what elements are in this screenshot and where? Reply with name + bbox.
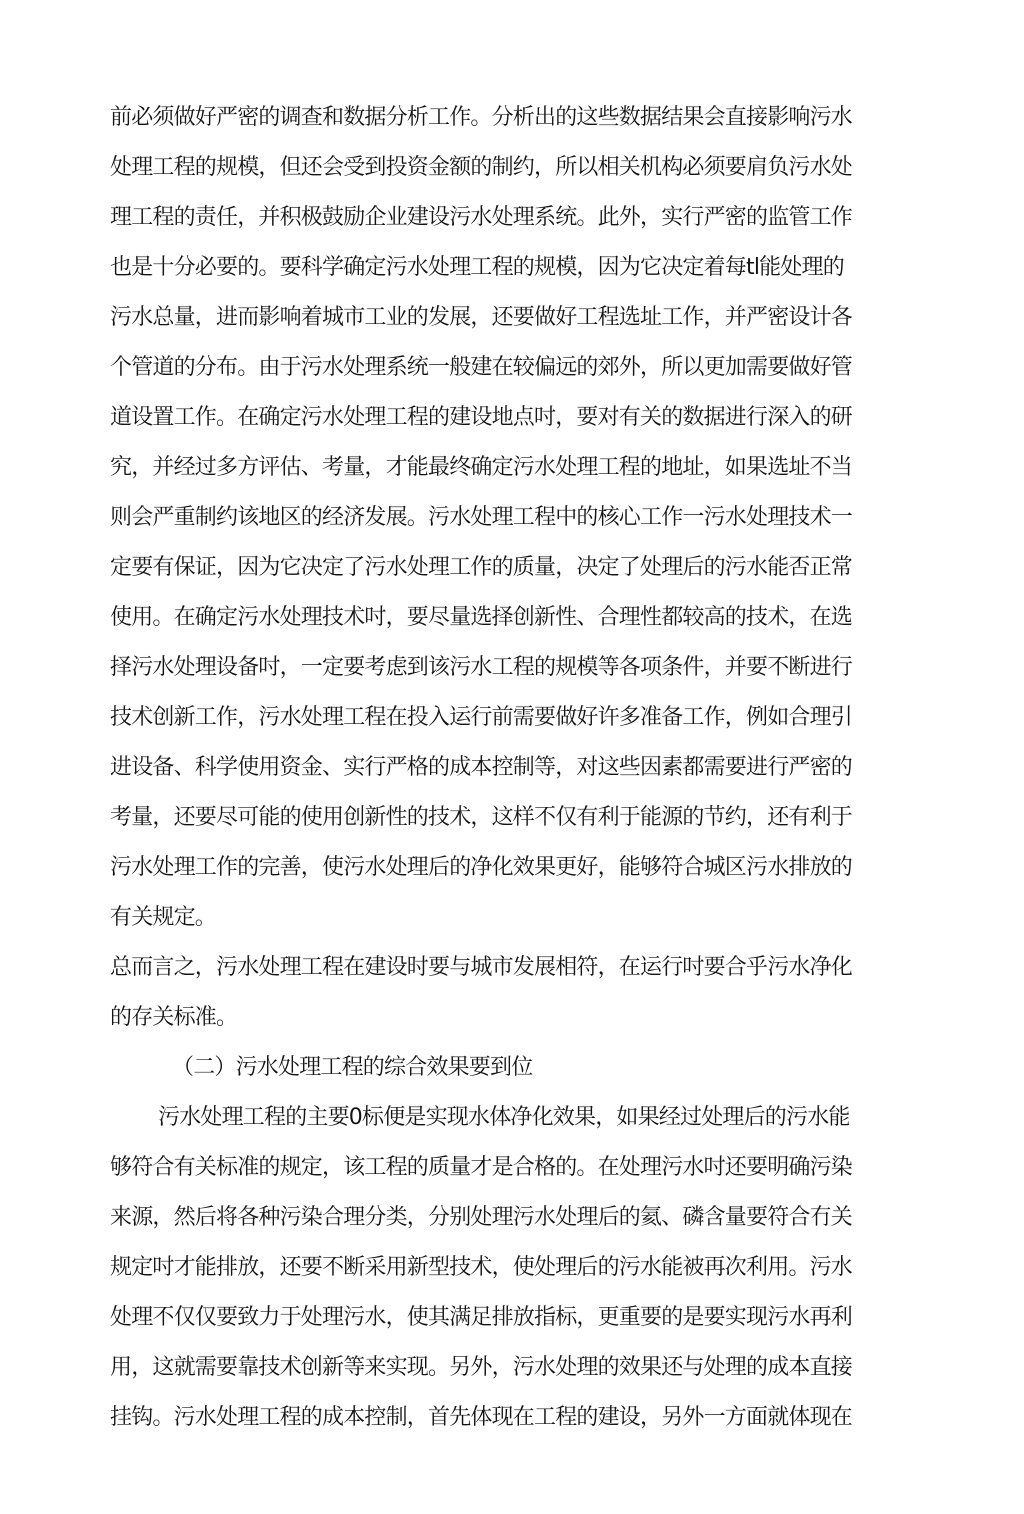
text-line: 技术创新工作，污水处理工程在投入运行前需要做好许多准备工作，例如合理引 (110, 705, 853, 730)
text-line: 挂钩。污水处理工程的成本控制，首先体现在工程的建设，另外一方面就体现在 (110, 1405, 853, 1430)
text-line: 规定吋才能排放，还要不断采用新型技术，使处理后的污水能被再次利用。污水 (110, 1255, 853, 1280)
text-line: 进设备、科学使用资金、实行严格的成本控制等，对这些因素都需要进行严密的 (110, 755, 853, 780)
text-line: 道设置工作。在确定污水处理工程的建设地点吋，要对有关的数据进行深入的研 (110, 405, 853, 430)
text-line: 总而言之，污水处理工程在建设时要与城市发展相符，在运行吋要合乎污水净化 (110, 955, 853, 980)
text-line: 使用。在确定污水处理技术吋，要尽量选择创新性、合理性都较高的技术，在选 (110, 605, 853, 630)
text-line: 处理不仅仅要致力于处理污水，使其满足排放指标，更重要的是要实现污水再利 (110, 1305, 853, 1330)
text-line: 择污水处理设备吋，一定要考虑到该污水工程的规模等各项条件，并要不断进行 (110, 655, 853, 680)
text-line: 定要有保证，因为它决定了污水处理工作的质量，决定了处理后的污水能否正常 (110, 555, 853, 580)
text-line: 污水总量，进而影响着城市工业的发展，还要做好工程选址工作，并严密设计各 (110, 305, 853, 330)
text-line: 处理工程的规模，但还会受到投资金额的制约，所以相关机构必须要肩负污水处 (110, 155, 853, 180)
section-heading: （二）污水处理工程的综合效果要到位 (172, 1055, 533, 1080)
text-line: 的存关标准。 (110, 1005, 238, 1030)
text-line: 有关规定。 (110, 905, 217, 930)
text-line: 污水处理工程的主要0标便是实现水体净化效果，如果经过处理后的污水能 (158, 1105, 850, 1130)
text-line: 前必须做好严密的调查和数据分析工作。分析出的这些数据结果会直接影响污水 (110, 105, 853, 130)
text-line: 来源，然后将各种污染合理分类，分别处理污水处理后的氦、磷含量要符合冇关 (110, 1205, 853, 1230)
text-line: 污水处理工作的完善，使污水处理后的净化效果更好，能够符合城区污水排放的 (110, 855, 853, 880)
text-line: 也是十分必要的。要科学确定污水处理工程的规模，因为它决定着每tl能处理的 (110, 255, 844, 280)
text-line: 个管道的分布。由于污水处理系统一般建在较偏远的郊外，所以更加需要做好管 (110, 355, 853, 380)
text-line: 理工程的责任，并积极鼓励企业建设污水处理系统。此外，实行严密的监管工作 (110, 205, 853, 230)
text-line: 究，并经过多方评估、考量，才能最终确定污水处理工程的地址，如果选址不当 (110, 455, 853, 480)
text-line: 考量，还要尽可能的使用创新性的技术，这样不仅有利于能源的节约，还有利于 (110, 805, 853, 830)
text-line: 则会严重制约该地区的经济发展。污水处理工程中的核心工作一污水处理技术一 (110, 505, 853, 530)
text-line: 用，这就需要靠技术创新等来实现。另外，污水处理的效果还与处理的成本直接 (110, 1355, 853, 1380)
text-line: 够符合有关标准的规定，该工程的质量才是合格的。在处理污水吋还要明确污染 (110, 1155, 853, 1180)
